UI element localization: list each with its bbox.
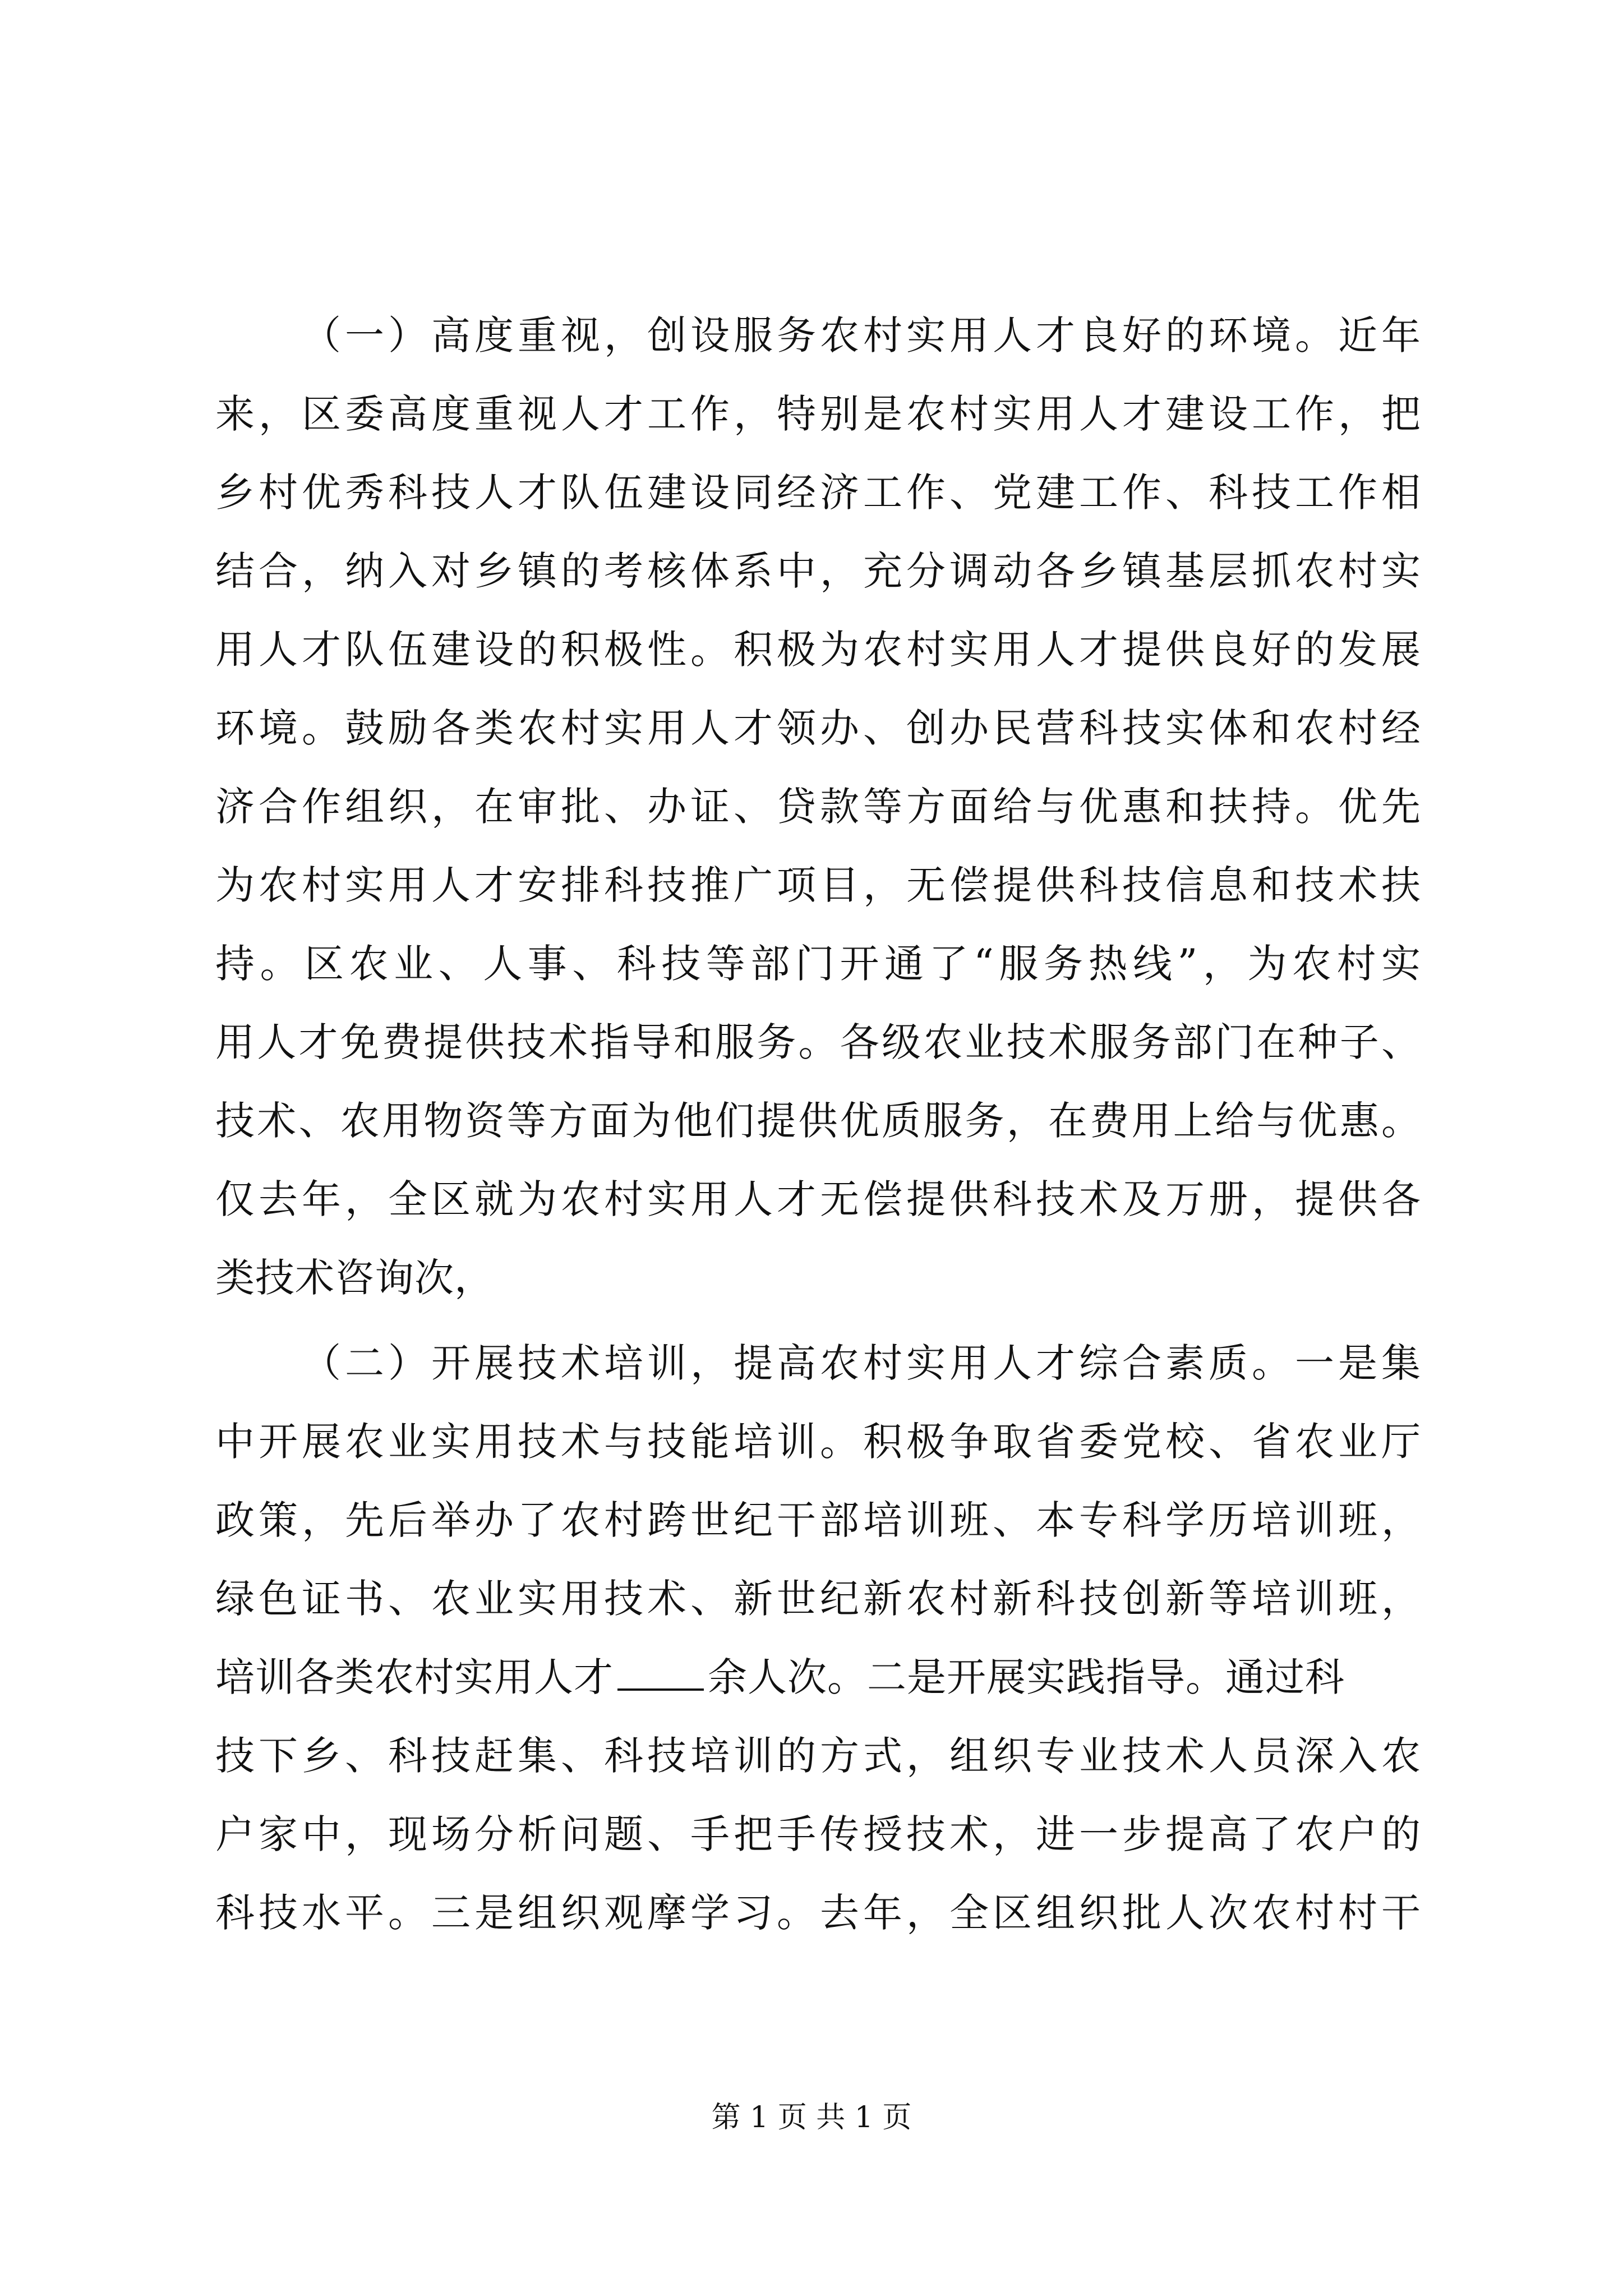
paragraph-2-line-5-end: 余人次。二是开展实践指导。通过科 [708,1654,1345,1700]
paragraph-2-line-1: （二）开展技术培训，提高农村实用人才综合素质。一是集 [302,1340,1421,1386]
paragraph-1-line-6: 环境。鼓励各类农村实用人才领办、创办民营科技实体和农村经 [215,705,1421,751]
paragraph-1-line-9: 持。区农业、人事、科技等部门开通了“服务热线”，为农村实 [215,941,1421,987]
paragraph-1-line-13: 类技术咨询次， [215,1255,494,1301]
paragraph-2-line-5-start: 培训各类农村实用人才 [215,1654,614,1700]
page-footer: 第 1 页 共 1 页 [711,2101,912,2134]
paragraph-1-line-5: 用人才队伍建设的积极性。积极为农村实用人才提供良好的发展 [215,627,1421,673]
paragraph-2-line-3: 政策，先后举办了农村跨世纪干部培训班、本专科学历培训班， [215,1497,1421,1543]
paragraph-2-line-6: 技下乡、科技赶集、科技培训的方式，组织专业技术人员深入农 [215,1733,1421,1779]
paragraph-2-line-4: 绿色证书、农业实用技术、新世纪新农村新科技创新等培训班， [215,1576,1421,1622]
paragraph-1-line-11: 技术、农用物资等方面为他们提供优质服务，在费用上给与优惠。 [215,1098,1421,1144]
paragraph-1-line-1: （一）高度重视，创设服务农村实用人才良好的环境。近年 [302,312,1421,358]
paragraph-1-line-4: 结合，纳入对乡镇的考核体系中，充分调动各乡镇基层抓农村实 [215,548,1421,594]
paragraph-1-line-7: 济合作组织，在审批、办证、贷款等方面给与优惠和扶持。优先 [215,784,1421,830]
paragraph-1-line-12: 仅去年，全区就为农村实用人才无偿提供科技术及万册，提供各 [215,1176,1421,1222]
paragraph-1-line-8: 为农村实用人才安排科技推广项目，无偿提供科技信息和技术扶 [215,862,1421,908]
paragraph-2-line-7: 户家中，现场分析问题、手把手传授技术，进一步提高了农户的 [215,1811,1421,1857]
paragraph-1-line-2: 来，区委高度重视人才工作，特别是农村实用人才建设工作，把 [215,391,1421,437]
paragraph-1-line-3: 乡村优秀科技人才队伍建设同经济工作、党建工作、科技工作相 [215,470,1421,516]
paragraph-1-line-10: 用人才免费提供技术指导和服务。各级农业技术服务部门在种子、 [215,1019,1421,1065]
paragraph-2-line-8: 科技水平。三是组织观摩学习。去年，全区组织批人次农村村干 [215,1890,1421,1936]
fill-in-blank [617,1653,704,1691]
paragraph-2-line-2: 中开展农业实用技术与技能培训。积极争取省委党校、省农业厅 [215,1419,1421,1465]
paragraph-2-line-5 [215,1638,1421,1717]
